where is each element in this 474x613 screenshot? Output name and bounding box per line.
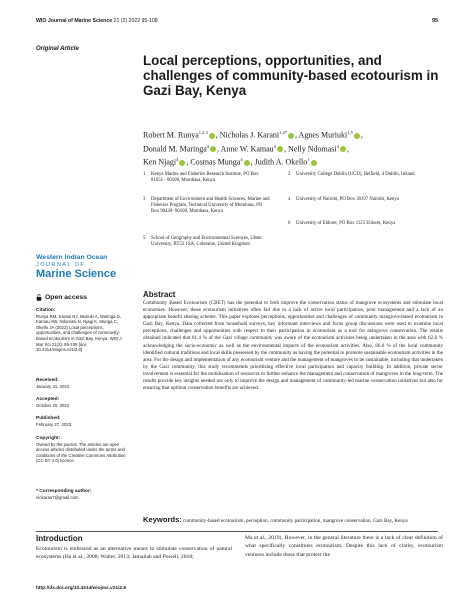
affiliation: 4 University of Nairobi, PO Box 30197 Nairobi, Kenya bbox=[288, 197, 399, 202]
affiliation: 5 School of Geography and Environmental Sciences, Ulster University, BT52 1SA, Coleraine, United Kingdom bbox=[143, 236, 262, 247]
author-name[interactable]: Donald M. Maringa bbox=[143, 144, 207, 154]
author-line: Robert M. Runya$^{1,2,3}$ , Nicholas J. Karani$^{1,4*}$ , Agnes Muriuki$^{1,5}$ , bbox=[143, 130, 363, 140]
page-number: 95 bbox=[432, 18, 438, 24]
article-title: Local perceptions, opportunities, and challenges of community-based ecotourism in Gazi Bay, Kenya bbox=[143, 53, 439, 98]
author-name[interactable]: Nelly Ndomasi bbox=[287, 144, 337, 154]
orcid-icon[interactable] bbox=[311, 160, 317, 166]
orcid-icon[interactable] bbox=[210, 146, 216, 152]
affiliation: 6 University of Eldoret, PO Box 1125 Eldoret, Kenya bbox=[288, 221, 396, 226]
introduction-heading: Introduction bbox=[36, 534, 83, 543]
received-date: Received: January 31, 2022 bbox=[36, 378, 70, 389]
open-lock-icon bbox=[36, 294, 42, 301]
orcid-icon[interactable] bbox=[354, 133, 360, 139]
orcid-icon[interactable] bbox=[244, 160, 250, 166]
journal-volume: 21 (2) 2022 95-108 bbox=[113, 18, 158, 24]
author-name[interactable]: Nicholas J. Karani bbox=[219, 130, 280, 140]
keywords-text: community-based ecotourism, perception, community participation, mangrove conservation, Gazi Bay, Kenya bbox=[183, 518, 408, 524]
citation-block: Citation: Runya RM, Karani NJ, Muriuki A, Maringa D, Kamau AW, Ndomasi N, Njagi K, Munga C, Okello JA (2022) Local perceptions, opportunities, and challenges of community-based ecotourism in Gazi Bay, Kenya. WIO J Mar Sci 21(2): 95-108 [doi: 10.4314/wiojms.v21i2.8] bbox=[36, 308, 122, 353]
orcid-icon[interactable] bbox=[179, 160, 185, 166]
affiliation: 1 Kenya Marine and Fisheries Research Institute, PO Box 81651 - 80100, Mombasa, Kenya bbox=[143, 172, 259, 183]
author-line: Ken Njagi$^4$ , Cosmas Munga$^4$ , Judith A. Okello$^1$ bbox=[143, 154, 443, 168]
published-date: Published: February 27, 2023 bbox=[36, 416, 72, 427]
section-divider bbox=[36, 531, 438, 532]
orcid-icon[interactable] bbox=[288, 133, 294, 139]
copyright-block: Copyright: Owned by the journal. The articles are open access articles distributed under the terms and conditions of the Creative Commons Attribution (CC BY 4.0) licence. bbox=[36, 436, 126, 464]
affiliation: 3 Department of Environment and Health Sciences, Marine and Fisheries Program, Technical University of Mombasa, PO Box 90420- 80100, Mombasa, Kenya bbox=[143, 197, 270, 214]
author-name[interactable]: Anne W. Kamau bbox=[220, 144, 274, 154]
author-name[interactable]: Ken Njagi bbox=[143, 157, 177, 167]
open-access-badge: Open access bbox=[36, 294, 87, 301]
abstract-text: Community Based Ecotourism (CBET) has the potential to both improve the conservation status of mangrove ecosystems and stimulate local economies. However, these ecotourism initiatives often fail due to a lack of active local participation, poor management and a lack of an appropriate benefit sharing scheme. This paper explores perceptions, opportunities and challenges of community mangrove-based ecotourism in Gazi Bay, Kenya. Data collected from household surveys, key informant interviews and focus group discussions were used to examine local perceptions, challenges and opportunities with respect to their participation in ecotourism as a tool for mangrove conservation. The results obtained indicated that 81.4 % of the Gazi village community was aware of the ecotourism activities being undertaken in the area with 62.8 % acknowledging the socio-economic as well as the environmental impacts of the ecotourism activities. Also, 66.0 % of the local community identified cultural traditions and local skills possessed by the community as having the potential to promote sustainable ecotourism activities in the area. For the design and implementation of any ecotourism venture and the management of mangroves to be sustainable, including that undertaken by the Gazi community, this study recommends prioritising effective local participation and capacity building. In addition, private sector involvement is essential for the mobilisation of resources to further enhance the management and conservation of mangroves in the long-term. The results provide key insights needed not only to improve the design and management of community-led marine conservation initiatives but also for ensuring that optimal conservation benefits are achieved. bbox=[143, 300, 443, 392]
author-name[interactable]: Agnes Muriuki bbox=[298, 130, 348, 140]
author-name[interactable]: Judith A. Okello bbox=[254, 157, 308, 167]
introduction-text-left: Ecotourism is embraced as an alternative means to stimulate conservation of natural ecosystems (Ha et al., 2008; Walter, 2013; Jamaliah and Powell, 2018; bbox=[36, 546, 232, 561]
affiliation: 2 University College Dublin (UCD), Belfield, 4 Dublin, Ireland bbox=[288, 172, 415, 177]
author-name[interactable]: Cosmas Munga bbox=[190, 157, 241, 167]
corresponding-author: * Corresponding author: nickaran7@gmail.com bbox=[36, 489, 128, 500]
introduction-text-right: Ma et al., 2019). However, in the general literature there is a lack of clear definition of what specifically constitutes ecotourism. Despite this lack of clarity, ecotourism ventures include those that protect the bbox=[245, 535, 443, 558]
journal-name: WIO Journal of Marine Science bbox=[36, 18, 113, 24]
orcid-icon[interactable] bbox=[209, 133, 215, 139]
author-name[interactable]: Robert M. Runya bbox=[143, 130, 199, 140]
article-type: Original Article bbox=[36, 46, 79, 52]
journal-logo: Western Indian Ocean JOURNAL OF Marine Science bbox=[36, 254, 117, 280]
keywords bbox=[143, 516, 443, 525]
running-header bbox=[36, 18, 158, 24]
abstract-heading: Abstract bbox=[143, 290, 176, 299]
orcid-icon[interactable] bbox=[340, 146, 346, 152]
accepted-date: Accepted: October 20, 2022 bbox=[36, 397, 70, 408]
corresponding-email[interactable]: nickaran7@gmail.com bbox=[36, 494, 79, 500]
author-line: Donald M. Maringa$^4$ , Anne W. Kamau$^4$ , Nelly Ndomasi$^4$ , bbox=[143, 143, 349, 154]
author-list bbox=[143, 127, 443, 168]
orcid-icon[interactable] bbox=[277, 146, 283, 152]
doi-link[interactable]: http://dx.doi.org/10.4314/wiojms.v21i2.8 bbox=[36, 586, 127, 591]
keywords-label: Keywords: bbox=[143, 515, 182, 524]
